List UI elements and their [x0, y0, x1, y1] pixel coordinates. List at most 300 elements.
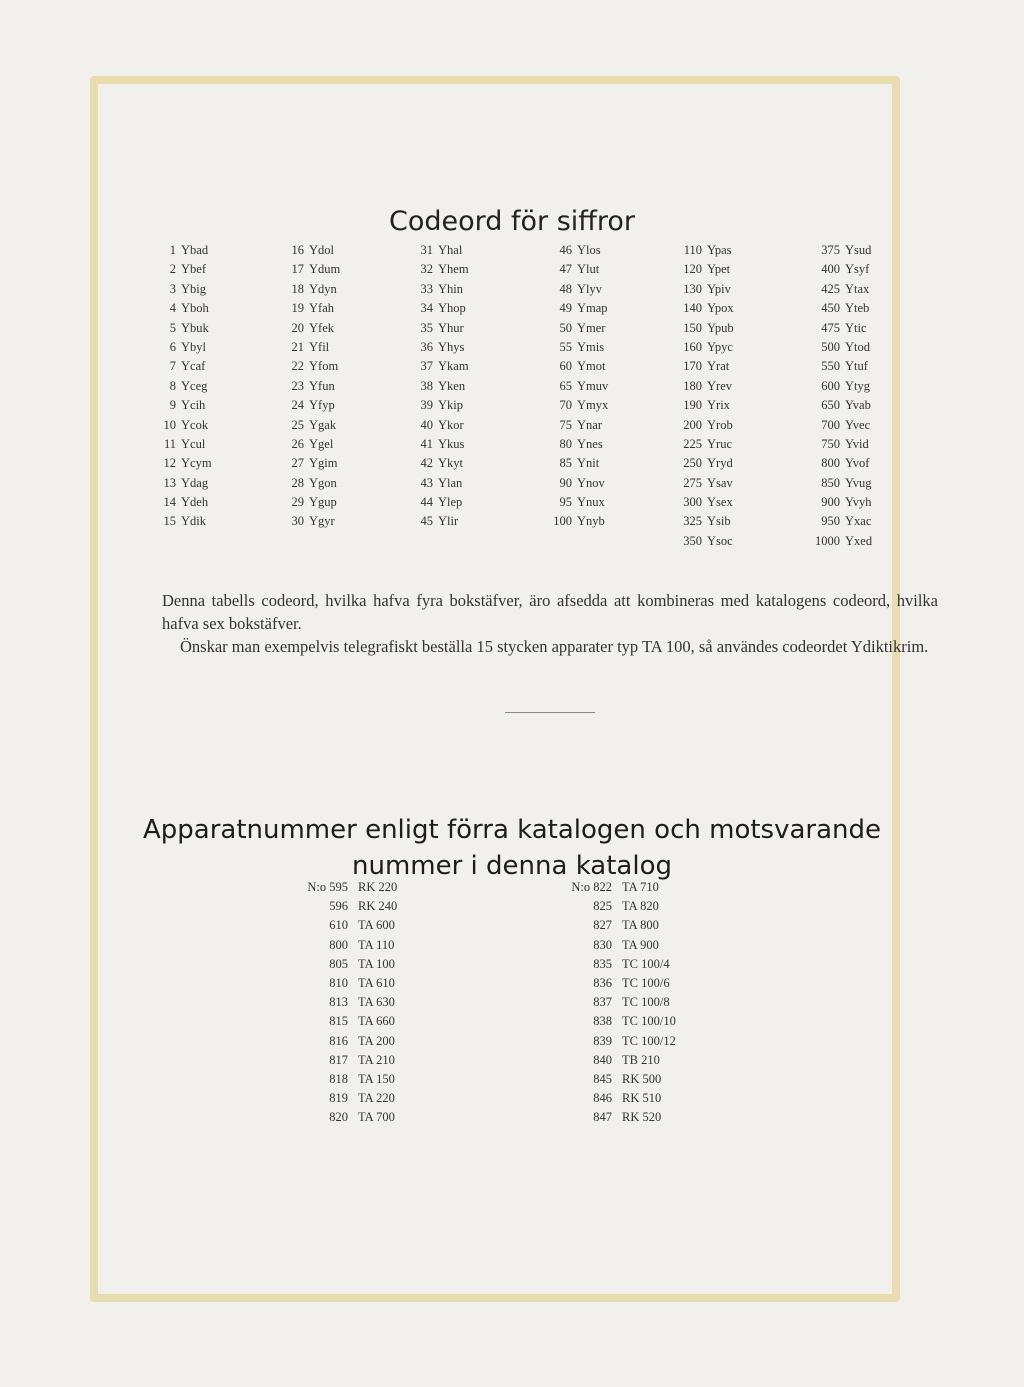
new-number: TA 200	[358, 1033, 395, 1048]
code-word: Ydeh	[181, 495, 209, 510]
mapping-row	[558, 1108, 676, 1127]
new-number: TA 710	[622, 880, 659, 894]
code-entry	[660, 280, 734, 299]
old-number: 835	[593, 956, 612, 971]
code-entry	[792, 454, 872, 473]
code-entry	[148, 493, 212, 512]
code-word: Ycih	[181, 398, 206, 413]
code-entry	[398, 377, 469, 396]
code-word: Ysud	[845, 243, 872, 257]
code-entry	[528, 241, 608, 260]
code-entry	[528, 396, 608, 415]
mapping-row	[558, 1089, 676, 1108]
code-entry	[792, 280, 872, 299]
mapping-row	[294, 1108, 397, 1127]
code-entry	[398, 493, 469, 512]
code-number: 325	[683, 514, 702, 529]
example-paragraph: Önskar man exempelvis telegrafiskt beställa 15 stycken apparater typ TA 100, så användes codeordet Ydiktikrim.	[180, 636, 929, 656]
code-number: 500	[821, 339, 840, 354]
code-column	[148, 241, 212, 532]
code-word: Yfyp	[309, 398, 335, 413]
mapping-row	[558, 936, 676, 955]
new-number: TA 210	[358, 1052, 395, 1067]
code-number: 150	[683, 320, 702, 335]
old-number: N:o 595	[307, 880, 348, 894]
code-word: Ydag	[181, 475, 209, 490]
new-number: TA 600	[358, 918, 395, 933]
code-word: Ykam	[438, 359, 469, 374]
mapping-row	[558, 897, 676, 916]
code-number: 23	[291, 378, 304, 393]
code-entry	[266, 280, 340, 299]
code-number: 180	[683, 378, 702, 393]
code-entry	[792, 396, 872, 415]
code-word: Yvof	[845, 456, 870, 471]
code-number: 26	[291, 436, 304, 451]
code-number: 90	[559, 475, 572, 490]
code-word: Ypub	[707, 320, 734, 335]
code-number: 55	[559, 339, 572, 354]
code-word: Ypyc	[707, 339, 733, 354]
explanation-paragraph: Denna tabells codeord, hvilka hafva fyra bokstäfver, äro afsedda att kombineras med katalogens codeord, hvilka hafva sex bokstäfver.	[162, 590, 938, 633]
code-entry	[148, 396, 212, 415]
code-number: 300	[683, 495, 702, 510]
old-number: 837	[593, 995, 612, 1010]
old-number: 827	[593, 918, 612, 933]
code-word: Ypiv	[707, 281, 731, 296]
code-number: 25	[291, 417, 304, 432]
code-number: 18	[291, 281, 304, 296]
code-entry	[398, 260, 469, 279]
code-word: Yhur	[438, 320, 464, 335]
old-number: 846	[593, 1091, 612, 1106]
code-entry	[148, 357, 212, 376]
code-entry	[528, 377, 608, 396]
code-entry	[148, 435, 212, 454]
code-number: 40	[420, 417, 433, 432]
code-number: 1000	[815, 533, 840, 548]
code-entry	[398, 357, 469, 376]
mapping-title	[0, 812, 1024, 884]
code-number: 47	[559, 262, 572, 277]
code-word: Yceg	[181, 378, 208, 393]
code-word: Ydum	[309, 262, 341, 277]
code-entry	[792, 435, 872, 454]
code-word: Yxac	[845, 514, 872, 529]
old-number: 836	[593, 975, 612, 990]
code-entry	[660, 512, 734, 531]
code-entry	[660, 357, 734, 376]
code-number: 650	[821, 398, 840, 413]
mapping-row	[294, 916, 397, 935]
new-number: TA 660	[358, 1014, 395, 1029]
code-entry	[266, 338, 340, 357]
mapping-row	[558, 955, 676, 974]
code-number: 190	[683, 398, 702, 413]
code-word: Ykyt	[438, 456, 463, 471]
code-entry	[266, 357, 340, 376]
code-entry	[528, 474, 608, 493]
code-entry	[792, 319, 872, 338]
code-number: 850	[821, 475, 840, 490]
code-number: 100	[553, 514, 572, 529]
code-word: Ysib	[707, 514, 731, 529]
mapping-row	[558, 1032, 676, 1051]
code-word: Ylan	[438, 475, 463, 490]
code-word: Ynov	[577, 475, 605, 490]
code-word: Ymyx	[577, 398, 609, 413]
code-number: 48	[559, 281, 572, 296]
mapping-title-line-2: nummer i denna katalog	[352, 850, 672, 881]
code-entry	[398, 416, 469, 435]
code-word: Ytic	[845, 320, 867, 335]
code-number: 35	[420, 320, 433, 335]
code-number: 750	[821, 436, 840, 451]
code-entry	[792, 260, 872, 279]
code-word: Yteb	[845, 301, 870, 316]
code-number: 70	[559, 398, 572, 413]
new-number: TA 700	[358, 1110, 395, 1125]
code-entry	[660, 377, 734, 396]
code-entry	[266, 435, 340, 454]
new-number: RK 220	[358, 880, 398, 894]
code-word: Ygim	[309, 456, 338, 471]
mapping-row	[294, 993, 397, 1012]
code-entry	[792, 493, 872, 512]
code-word: Yrat	[707, 359, 730, 374]
new-number: TA 820	[622, 899, 659, 914]
code-entry	[660, 493, 734, 512]
code-entry	[398, 396, 469, 415]
new-number: TA 220	[358, 1091, 395, 1106]
mapping-row	[558, 993, 676, 1012]
code-number: 700	[821, 417, 840, 432]
code-column	[792, 241, 872, 551]
code-entry	[528, 338, 608, 357]
code-word: Ycul	[181, 436, 206, 451]
code-entry	[660, 454, 734, 473]
code-word: Yken	[438, 378, 466, 393]
old-number: 810	[329, 975, 348, 990]
code-number: 160	[683, 339, 702, 354]
new-number: RK 240	[358, 899, 398, 914]
code-number: 85	[559, 456, 572, 471]
code-entry	[398, 512, 469, 531]
code-number: 140	[683, 301, 702, 316]
code-word: Ybef	[181, 262, 206, 277]
code-number: 800	[821, 456, 840, 471]
code-number: 350	[683, 533, 702, 548]
code-word: Ylep	[438, 495, 463, 510]
new-number: TC 100/8	[622, 995, 670, 1010]
code-number: 1	[169, 243, 176, 257]
new-number: RK 500	[622, 1071, 662, 1086]
code-entry	[148, 377, 212, 396]
code-word: Ytuf	[845, 359, 868, 374]
code-entry	[528, 512, 608, 531]
code-entry	[398, 299, 469, 318]
mapping-row	[558, 878, 676, 897]
code-word: Yvab	[845, 398, 871, 413]
new-number: TA 630	[358, 995, 395, 1010]
code-number: 950	[821, 514, 840, 529]
code-number: 32	[420, 262, 433, 277]
code-number: 42	[420, 456, 433, 471]
code-word: Ysoc	[707, 533, 733, 548]
old-number: 815	[329, 1014, 348, 1029]
new-number: TA 610	[358, 975, 395, 990]
code-entry	[660, 396, 734, 415]
code-entry	[660, 532, 734, 551]
new-number: TA 110	[358, 937, 395, 952]
code-number: 41	[420, 436, 433, 451]
code-word: Ybuk	[181, 320, 209, 335]
code-word: Ypas	[707, 243, 732, 257]
code-entry	[528, 260, 608, 279]
code-word: Ypox	[707, 301, 734, 316]
code-word: Yhem	[438, 262, 469, 277]
code-entry	[266, 299, 340, 318]
code-number: 30	[291, 514, 304, 529]
code-word: Ymap	[577, 301, 608, 316]
code-entry	[148, 454, 212, 473]
mapping-column-left	[294, 878, 397, 1127]
code-number: 17	[291, 262, 304, 277]
code-entry	[148, 260, 212, 279]
code-word: Yfah	[309, 301, 334, 316]
code-word: Ykus	[438, 436, 465, 451]
code-number: 36	[420, 339, 433, 354]
old-number: 817	[329, 1052, 348, 1067]
code-number: 7	[169, 359, 176, 374]
code-entry	[148, 280, 212, 299]
new-number: RK 520	[622, 1110, 662, 1125]
code-word: Ymer	[577, 320, 606, 335]
code-number: 275	[683, 475, 702, 490]
code-word: Yhin	[438, 281, 463, 296]
code-word: Ycaf	[181, 359, 206, 374]
code-word: Yruc	[707, 436, 732, 451]
mapping-row	[294, 1012, 397, 1031]
code-number: 20	[291, 320, 304, 335]
code-word: Ytax	[845, 281, 870, 296]
code-entry	[528, 299, 608, 318]
code-word: Yrob	[707, 417, 733, 432]
old-number: 819	[329, 1091, 348, 1106]
code-number: 12	[163, 456, 176, 471]
code-number: 75	[559, 417, 572, 432]
code-number: 33	[420, 281, 433, 296]
code-column	[528, 241, 608, 532]
code-number: 31	[420, 243, 433, 257]
code-entry	[792, 512, 872, 531]
code-entry	[528, 493, 608, 512]
code-word: Ybad	[181, 243, 209, 257]
code-number: 6	[169, 339, 176, 354]
old-number: 845	[593, 1071, 612, 1086]
code-column	[398, 241, 469, 532]
code-word: Yhal	[438, 243, 463, 257]
code-number: 3	[169, 281, 176, 296]
code-word: Ygup	[309, 495, 337, 510]
code-word: Ynes	[577, 436, 603, 451]
code-entry	[660, 299, 734, 318]
code-number: 19	[291, 301, 304, 316]
code-entry	[148, 512, 212, 531]
code-number: 130	[683, 281, 702, 296]
code-word: Ytod	[845, 339, 870, 354]
code-entry	[148, 241, 212, 260]
old-number: 813	[329, 995, 348, 1010]
old-number: 838	[593, 1014, 612, 1029]
code-entry	[660, 338, 734, 357]
new-number: TA 900	[622, 937, 659, 952]
code-word: Yrev	[707, 378, 732, 393]
code-number: 450	[821, 301, 840, 316]
code-entry	[148, 474, 212, 493]
code-entry	[792, 338, 872, 357]
code-word: Ymot	[577, 359, 606, 374]
old-number: N:o 822	[571, 880, 612, 894]
code-entry	[398, 319, 469, 338]
old-number: 840	[593, 1052, 612, 1067]
new-number: TA 800	[622, 918, 659, 933]
code-word: Yvyh	[845, 495, 872, 510]
code-entry	[148, 319, 212, 338]
old-number: 830	[593, 937, 612, 952]
old-number: 839	[593, 1033, 612, 1048]
mapping-row	[294, 955, 397, 974]
code-entry	[792, 357, 872, 376]
code-number: 2	[169, 262, 176, 277]
code-number: 8	[169, 378, 176, 393]
code-number: 425	[821, 281, 840, 296]
code-number: 13	[163, 475, 176, 490]
old-number: 800	[329, 937, 348, 952]
code-word: Ytyg	[845, 378, 870, 393]
code-number: 50	[559, 320, 572, 335]
code-entry	[398, 474, 469, 493]
code-entry	[528, 319, 608, 338]
code-entry	[266, 377, 340, 396]
code-entry	[266, 396, 340, 415]
code-entry	[266, 241, 340, 260]
mapping-row	[294, 1089, 397, 1108]
mapping-row	[294, 974, 397, 993]
code-word: Ysyf	[845, 262, 870, 277]
code-word: Ykor	[438, 417, 464, 432]
mapping-row	[294, 1051, 397, 1070]
mapping-title-line-1: Apparatnummer enligt förra katalogen och motsvarande	[142, 814, 882, 845]
code-number: 21	[291, 339, 304, 354]
code-number: 5	[169, 320, 176, 335]
mapping-row	[294, 878, 397, 897]
code-entry	[660, 319, 734, 338]
code-table-title: Codeord för siffror	[389, 206, 635, 238]
code-word: Ymis	[577, 339, 605, 354]
code-entry	[792, 377, 872, 396]
old-number: 805	[329, 956, 348, 971]
code-word: Ydik	[181, 514, 206, 529]
code-column	[660, 241, 734, 551]
new-number: TA 150	[358, 1071, 395, 1086]
code-word: Ykip	[438, 398, 463, 413]
code-word: Yfun	[309, 378, 335, 393]
mapping-row	[294, 1070, 397, 1089]
code-word: Yfom	[309, 359, 339, 374]
code-number: 4	[169, 301, 176, 316]
code-entry	[266, 512, 340, 531]
code-entry	[148, 338, 212, 357]
code-entry	[660, 416, 734, 435]
code-entry	[528, 357, 608, 376]
code-number: 225	[683, 436, 702, 451]
code-number: 14	[163, 495, 176, 510]
code-number: 375	[821, 243, 840, 257]
old-number: 825	[593, 899, 612, 914]
code-word: Ylir	[438, 514, 459, 529]
code-number: 27	[291, 456, 304, 471]
mapping-row	[294, 897, 397, 916]
code-number: 46	[559, 243, 572, 257]
code-entry	[792, 241, 872, 260]
code-entry	[266, 319, 340, 338]
code-number: 38	[420, 378, 433, 393]
old-number: 610	[329, 918, 348, 933]
code-word: Ydol	[309, 243, 334, 257]
code-entry	[660, 474, 734, 493]
new-number: RK 510	[622, 1091, 662, 1106]
code-entry	[528, 280, 608, 299]
new-number: TC 100/12	[622, 1033, 676, 1048]
code-entry	[266, 260, 340, 279]
code-word: Ylyv	[577, 281, 602, 296]
code-word: Yfek	[309, 320, 334, 335]
code-number: 16	[291, 243, 304, 257]
code-entry	[792, 474, 872, 493]
old-number: 847	[593, 1110, 612, 1125]
code-word: Yfil	[309, 339, 330, 354]
code-entry	[398, 454, 469, 473]
code-word: Ynar	[577, 417, 602, 432]
code-entry	[266, 416, 340, 435]
code-number: 250	[683, 456, 702, 471]
code-number: 34	[420, 301, 433, 316]
code-word: Yvid	[845, 436, 869, 451]
code-number: 900	[821, 495, 840, 510]
code-word: Yvec	[845, 417, 871, 432]
code-word: Ygon	[309, 475, 337, 490]
mapping-row	[558, 916, 676, 935]
code-word: Ysav	[707, 475, 733, 490]
code-number: 120	[683, 262, 702, 277]
code-word: Yhop	[438, 301, 466, 316]
code-number: 37	[420, 359, 433, 374]
old-number: 820	[329, 1110, 348, 1125]
code-number: 22	[291, 359, 304, 374]
mapping-row	[294, 936, 397, 955]
code-word: Ybyl	[181, 339, 206, 354]
code-number: 475	[821, 320, 840, 335]
code-number: 39	[420, 398, 433, 413]
code-entry	[148, 299, 212, 318]
new-number: TC 100/4	[622, 956, 670, 971]
code-entry	[660, 435, 734, 454]
code-number: 170	[683, 359, 702, 374]
code-column	[266, 241, 340, 532]
old-number: 596	[329, 899, 348, 914]
code-number: 15	[163, 514, 176, 529]
